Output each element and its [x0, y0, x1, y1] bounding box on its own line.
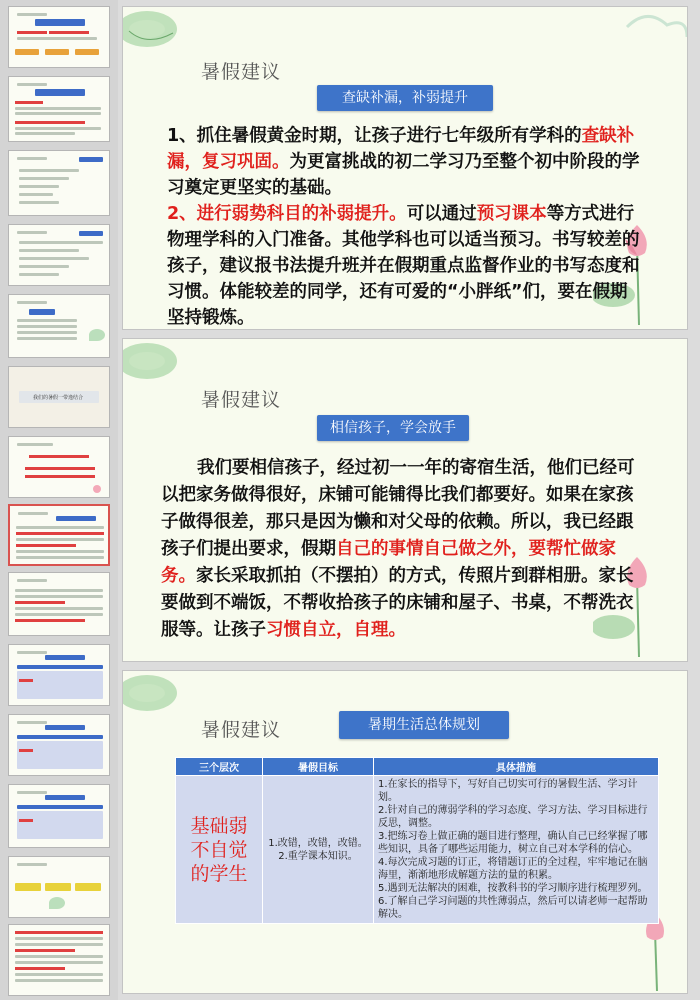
slide-2-highlight-2: 习惯自立，自理。 — [266, 620, 406, 640]
point-1-highlight: 查缺补漏，复习巩固。 — [167, 126, 635, 172]
slide-thumbnail-4[interactable] — [8, 224, 110, 286]
slide-thumbnail-1[interactable] — [8, 6, 110, 68]
point-1 — [167, 123, 643, 201]
measure-4: 4.每次完成习题的订正，将错题订正的全过程，牢牢地记在脑海里，渐渐地形成解题方法的量的积累。 — [378, 857, 648, 881]
slide-thumbnail-2[interactable] — [8, 76, 110, 142]
slide-thumbnail-panel[interactable] — [0, 0, 118, 1000]
table-header-row — [176, 758, 659, 776]
slide-thumbnail-5[interactable] — [8, 294, 110, 358]
slide-thumbnail-13[interactable] — [8, 856, 110, 918]
slide-1-title: 暑假建议 — [201, 61, 282, 83]
measure-5: 5.遇到无法解决的困难，按教科书的学习顺序进行梳理罗列。 — [378, 883, 648, 894]
point-2-text-a: 可以通过 — [406, 204, 477, 224]
slide-thumbnail-8[interactable] — [8, 504, 110, 566]
slide-panel-1[interactable] — [122, 6, 688, 330]
header-goal: 暑假目标 — [263, 758, 374, 776]
measure-6: 6.了解自己学习问题的共性薄弱点，然后可以请老师一起帮助解决。 — [378, 896, 648, 920]
cloud-decoration — [617, 7, 687, 67]
point-2-text-b: 等方式进行物理学科的入门准备。其他学科也可以适当预习。书写较差的孩子，建议报书法提升班并在假期重点监督作业的书写态度和习惯。体能较差的同学，还有可爱的“小胖纸”们，要在假期坚持锻炼。 — [167, 204, 640, 328]
header-measures: 具体措施 — [374, 758, 659, 776]
level-cell — [176, 776, 263, 924]
slide-thumbnail-11[interactable] — [8, 714, 110, 776]
slide-3-title: 暑假建议 — [201, 719, 282, 741]
slide-1-banner: 查缺补漏，补弱提升 — [317, 85, 493, 111]
table-row — [176, 776, 659, 924]
point-2 — [167, 201, 643, 330]
thumbnail-6-text: 我们的暑假一带逸结合 — [33, 395, 84, 401]
slide-2-body — [161, 455, 647, 644]
point-1-text-a: 1、抓住暑假黄金时期，让孩子进行七年级所有学科的 — [167, 126, 582, 146]
slide-1-body — [167, 123, 643, 330]
slide-thumbnail-10[interactable] — [8, 644, 110, 706]
summer-plan-table — [175, 757, 659, 924]
header-level: 三个层次 — [176, 758, 263, 776]
measure-2: 2.针对自己的薄弱学科的学习态度、学习方法、学习目标进行反思，调整。 — [378, 805, 648, 829]
goal-1: 1.改错，改错，改错。 — [268, 837, 368, 849]
slide-thumbnail-7[interactable] — [8, 436, 110, 498]
measure-1: 1.在家长的指导下，写好自己切实可行的暑假生活、学习计划。 — [378, 779, 638, 803]
point-1-text-b: 为更富挑战的初二学习乃至整个初中阶段的学习奠定更坚实的基础。 — [167, 152, 640, 198]
slide-2-text-a: 我们要相信孩子，经过初一一年的寄宿生活，他们已经可以把家务做得很好，床铺可能铺得比我们都要好。如果在家孩子做得很差，那只是因为懒和对父母的依赖。所以，我已经跟孩子们提出要求，假期 — [161, 458, 635, 559]
slide-2-title: 暑假建议 — [201, 389, 282, 411]
goal-cell — [263, 776, 374, 924]
slide-thumbnail-12[interactable] — [8, 784, 110, 848]
slide-thumbnail-6[interactable] — [8, 366, 110, 428]
measures-cell — [374, 776, 659, 924]
slide-thumbnail-14[interactable] — [8, 924, 110, 996]
slide-2-banner: 相信孩子，学会放手 — [317, 415, 469, 441]
slide-panel-3[interactable] — [122, 670, 688, 994]
slide-3-banner: 暑期生活总体规划 — [339, 711, 509, 739]
slide-panel-2[interactable] — [122, 338, 688, 662]
slide-2-highlight: 自己的事情自己做之外，要帮忙做家务。 — [161, 539, 616, 586]
point-2-highlight-2: 预习课本 — [476, 204, 547, 224]
point-2-highlight: 2、进行弱势科目的补弱提升。 — [167, 204, 407, 224]
measure-3: 3.把练习卷上做正确的题目进行整理，确认自己已经掌握了哪些知识，具备了哪些运用能力，树立自己对本学科的信心。 — [378, 831, 648, 855]
goal-2: 2.重学课本知识。 — [278, 850, 358, 862]
slide-thumbnail-3[interactable] — [8, 150, 110, 216]
slide-2-text-b: 家长采取抓拍（不摆拍）的方式，传照片到群相册。家长要做到不端饭，不帮收拾孩子的床铺和屋子、书桌，不帮洗衣服等。让孩子 — [161, 566, 634, 640]
slide-thumbnail-9[interactable] — [8, 572, 110, 636]
level-text: 基础弱不自觉的学生 — [190, 814, 248, 885]
